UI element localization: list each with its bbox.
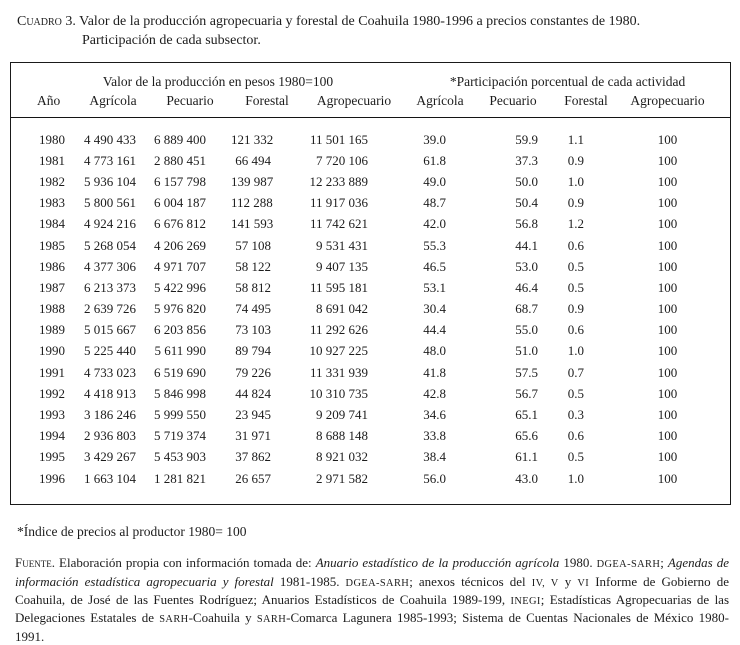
cell-agropecuario-valor: 11 742 621 — [309, 216, 368, 232]
cell-agricola-pct: 49.0 — [423, 173, 446, 189]
source-note-segment: IV, V — [531, 577, 559, 589]
cell-year: 1992 — [39, 385, 65, 401]
cell-agricola-valor: 3 429 267 — [84, 449, 136, 465]
cell-pecuario-pct: 37.3 — [515, 152, 538, 168]
cell-agropecuario-pct: 100 — [657, 301, 678, 317]
cell-agricola-valor: 5 268 054 — [84, 237, 136, 253]
cell-agricola-pct: 30.4 — [423, 301, 446, 317]
cell-agropecuario-pct: 100 — [657, 195, 678, 211]
table-row — [11, 171, 730, 192]
source-note-segment: ; — [660, 555, 668, 571]
cell-agropecuario-valor: 11 331 939 — [309, 364, 368, 380]
group-header-row — [11, 63, 730, 91]
cell-pecuario-pct: 65.6 — [515, 428, 538, 444]
cell-forestal-pct: 0.5 — [567, 385, 584, 401]
cell-pecuario-valor: 6 004 187 — [154, 195, 206, 211]
source-note-segment: -Coahuila y — [188, 610, 257, 626]
cell-pecuario-valor: 4 206 269 — [154, 237, 206, 253]
cell-agropecuario-pct: 100 — [657, 173, 678, 189]
cell-agropecuario-valor: 11 595 181 — [309, 279, 368, 295]
cell-agricola-valor: 1 663 104 — [84, 470, 136, 486]
cell-agropecuario-valor: 8 688 148 — [316, 428, 368, 444]
cell-forestal-pct: 0.5 — [567, 279, 584, 295]
group-header-participacion: *Participación porcentual de cada actividad — [449, 74, 686, 89]
table-row — [11, 214, 730, 235]
cell-agropecuario-pct: 100 — [657, 152, 678, 168]
cell-agropecuario-pct: 100 — [657, 385, 678, 401]
cell-year: 1988 — [39, 301, 65, 317]
cell-forestal-pct: 1.0 — [567, 173, 584, 189]
cell-agropecuario-valor: 2 971 582 — [316, 470, 368, 486]
cell-year: 1994 — [39, 428, 65, 444]
cell-forestal-valor: 58 122 — [235, 258, 271, 274]
cell-forestal-pct: 0.5 — [567, 258, 584, 274]
source-note-segment: SARH — [159, 614, 189, 626]
cell-pecuario-pct: 56.8 — [515, 216, 538, 232]
source-note — [10, 555, 729, 645]
column-header-pecuario-valor: Pecuario — [149, 91, 231, 118]
cell-pecuario-pct: 51.0 — [515, 343, 538, 359]
column-header-agropecuario-valor: Agropecuario — [303, 91, 405, 118]
cell-year: 1981 — [39, 152, 65, 168]
column-header-agricola-pct: Agrícola — [405, 91, 475, 118]
cell-forestal-valor: 66 494 — [235, 152, 271, 168]
cell-agropecuario-pct: 100 — [657, 470, 678, 486]
table-row — [11, 299, 730, 320]
cell-agropecuario-pct: 100 — [657, 407, 678, 423]
cell-forestal-valor: 31 971 — [235, 428, 271, 444]
table-row — [11, 320, 730, 341]
cell-forestal-valor: 37 862 — [235, 449, 271, 465]
cell-agricola-valor: 4 377 306 — [84, 258, 136, 274]
cell-forestal-valor: 74 495 — [235, 301, 271, 317]
cell-pecuario-valor: 2 880 451 — [154, 152, 206, 168]
column-header-pecuario-pct: Pecuario — [475, 91, 551, 118]
cell-pecuario-valor: 5 976 820 — [154, 301, 206, 317]
source-note-segment: ; anexos técnicos del — [409, 573, 532, 589]
cell-pecuario-pct: 65.1 — [515, 407, 538, 423]
cell-agropecuario-valor: 9 209 741 — [316, 407, 368, 423]
cell-agricola-pct: 42.8 — [423, 385, 446, 401]
cell-agricola-valor: 5 800 561 — [84, 195, 136, 211]
cell-pecuario-pct: 44.1 — [515, 237, 538, 253]
cell-forestal-pct: 0.3 — [567, 407, 584, 423]
cell-year: 1993 — [39, 407, 65, 423]
cell-agropecuario-pct: 100 — [657, 428, 678, 444]
data-table — [11, 63, 730, 504]
table-header — [11, 63, 730, 118]
cell-agricola-valor: 5 936 104 — [84, 173, 136, 189]
cell-agricola-valor: 2 639 726 — [84, 301, 136, 317]
source-note-segment: 1981-1985. — [273, 573, 346, 589]
cell-pecuario-valor: 1 281 821 — [154, 470, 206, 486]
cell-agricola-pct: 39.0 — [423, 131, 446, 147]
table-row — [11, 426, 730, 447]
cell-agricola-pct: 46.5 — [423, 258, 446, 274]
cell-agricola-pct: 53.1 — [423, 279, 446, 295]
source-note-segment: SARH — [256, 614, 287, 626]
cell-forestal-pct: 0.6 — [567, 428, 584, 444]
cell-agropecuario-valor: 12 233 889 — [309, 173, 368, 189]
cell-agricola-valor: 2 936 803 — [84, 428, 136, 444]
cell-pecuario-valor: 6 203 856 — [154, 322, 206, 338]
cell-year: 1996 — [39, 470, 65, 486]
column-header-forestal-pct: Forestal — [551, 91, 621, 118]
cell-forestal-pct: 0.7 — [567, 364, 584, 380]
cell-agropecuario-pct: 100 — [657, 216, 678, 232]
source-note-segment: Anuario estadístico de la producción agrícola — [315, 555, 560, 571]
cell-agricola-pct: 61.8 — [423, 152, 446, 168]
cell-forestal-pct: 0.6 — [567, 322, 584, 338]
cell-pecuario-valor: 5 422 996 — [154, 279, 206, 295]
cell-agricola-valor: 6 213 373 — [84, 279, 136, 295]
cell-agropecuario-valor: 11 501 165 — [309, 131, 368, 147]
cell-forestal-pct: 1.1 — [567, 131, 584, 147]
cell-forestal-valor: 89 794 — [235, 343, 271, 359]
cell-agropecuario-valor: 9 407 135 — [316, 258, 368, 274]
column-header-forestal-valor: Forestal — [231, 91, 303, 118]
cell-agricola-pct: 48.7 — [423, 195, 446, 211]
cell-agricola-pct: 55.3 — [423, 237, 446, 253]
cell-pecuario-valor: 5 611 990 — [154, 343, 206, 359]
cell-pecuario-valor: 5 453 903 — [154, 449, 206, 465]
cell-agricola-valor: 4 733 023 — [84, 364, 136, 380]
source-note-segment: . Elaboración propia con información tomada de: — [51, 555, 316, 571]
source-note-segment: -Comarca Lagunera 1985-1993; Sistema de Cuentas Nacionales de México 1980-1991. — [15, 610, 730, 644]
cell-year: 1982 — [39, 173, 65, 189]
cell-agricola-pct: 48.0 — [423, 343, 446, 359]
cell-forestal-valor: 141 593 — [231, 216, 274, 232]
cell-year: 1984 — [39, 216, 65, 232]
table-row — [11, 118, 730, 151]
cell-forestal-valor: 23 945 — [235, 407, 271, 423]
cell-forestal-valor: 57 108 — [235, 237, 271, 253]
source-note-segment: Fuente — [15, 555, 52, 571]
cell-agropecuario-pct: 100 — [657, 322, 678, 338]
cell-agropecuario-pct: 100 — [657, 364, 678, 380]
cell-agropecuario-valor: 11 292 626 — [309, 322, 368, 338]
cell-agricola-valor: 4 924 216 — [84, 216, 136, 232]
cell-agricola-valor: 4 773 161 — [84, 152, 136, 168]
cell-pecuario-pct: 59.9 — [515, 131, 538, 147]
cell-forestal-pct: 1.0 — [567, 343, 584, 359]
data-table-box — [10, 62, 731, 505]
cell-agricola-pct: 42.0 — [423, 216, 446, 232]
cell-pecuario-valor: 6 889 400 — [154, 131, 206, 147]
cell-forestal-pct: 0.9 — [567, 195, 584, 211]
cell-forestal-valor: 58 812 — [235, 279, 271, 295]
cell-agropecuario-pct: 100 — [657, 449, 678, 465]
cell-year: 1987 — [39, 279, 65, 295]
cell-agricola-pct: 41.8 — [423, 364, 446, 380]
source-note-segment: ; Estadísticas Agropecuarias de las Delegaciones Estatales de — [15, 592, 730, 626]
column-header-row — [11, 91, 730, 118]
cell-agropecuario-pct: 100 — [657, 258, 678, 274]
table-row — [11, 383, 730, 404]
table-row — [11, 235, 730, 256]
cell-agricola-pct: 34.6 — [423, 407, 446, 423]
cell-agricola-valor: 3 186 246 — [84, 407, 136, 423]
table-row — [11, 256, 730, 277]
cell-forestal-valor: 73 103 — [235, 322, 271, 338]
source-note-segment: INEGI — [510, 596, 541, 607]
cell-pecuario-pct: 53.0 — [515, 258, 538, 274]
group-header-valor: Valor de la producción en pesos 1980=100 — [102, 74, 334, 89]
cell-year: 1995 — [39, 449, 65, 465]
table-row — [11, 193, 730, 214]
cell-pecuario-valor: 5 846 998 — [154, 385, 206, 401]
cell-agropecuario-pct: 100 — [657, 279, 678, 295]
column-header-agricola-valor: Agrícola — [77, 91, 149, 118]
cell-pecuario-pct: 56.7 — [515, 385, 538, 401]
table-body — [11, 118, 730, 505]
cell-agricola-pct: 56.0 — [423, 470, 446, 486]
cell-pecuario-pct: 61.1 — [515, 449, 538, 465]
column-header-agropecuario-pct: Agropecuario — [621, 91, 730, 118]
cell-forestal-valor: 79 226 — [235, 364, 271, 380]
cell-agropecuario-pct: 100 — [657, 131, 678, 147]
table-title-line2: Participación de cada subsector. — [82, 33, 261, 48]
cell-year: 1991 — [39, 364, 65, 380]
cell-agropecuario-valor: 9 531 431 — [316, 237, 368, 253]
cell-year: 1990 — [39, 343, 65, 359]
cell-pecuario-pct: 68.7 — [515, 301, 538, 317]
table-title-text: Valor de la producción agropecuaria y forestal de Coahuila 1980-1996 a precios constantes de 1980. — [79, 14, 641, 29]
cell-pecuario-valor: 5 719 374 — [154, 428, 206, 444]
cell-agricola-valor: 5 225 440 — [84, 343, 136, 359]
table-number-label: Cuadro 3. — [17, 14, 76, 29]
table-title-line1 — [17, 12, 731, 31]
cell-agricola-valor: 4 418 913 — [84, 385, 136, 401]
table-row — [11, 150, 730, 171]
column-header-year: Año — [11, 91, 77, 118]
cell-agropecuario-valor: 11 917 036 — [309, 195, 368, 211]
table-row — [11, 447, 730, 468]
cell-pecuario-pct: 43.0 — [515, 470, 538, 486]
cell-forestal-valor: 139 987 — [231, 173, 274, 189]
table-row — [11, 404, 730, 425]
cell-pecuario-pct: 50.0 — [515, 173, 538, 189]
cell-agricola-pct: 38.4 — [423, 449, 446, 465]
source-note-segment: DGEA-SARH — [596, 559, 661, 571]
price-index-footnote: *Índice de precios al productor 1980= 100 — [17, 524, 247, 540]
table-row — [11, 362, 730, 383]
cell-agropecuario-valor: 8 921 032 — [316, 449, 368, 465]
table-row — [11, 277, 730, 298]
cell-forestal-valor: 26 657 — [235, 470, 271, 486]
cell-pecuario-pct: 57.5 — [515, 364, 538, 380]
cell-pecuario-valor: 5 999 550 — [154, 407, 206, 423]
source-note-segment: VI — [577, 577, 590, 589]
cell-pecuario-valor: 6 519 690 — [154, 364, 206, 380]
table-row — [11, 341, 730, 362]
cell-pecuario-valor: 6 157 798 — [154, 173, 206, 189]
cell-agropecuario-valor: 7 720 106 — [316, 152, 368, 168]
cell-pecuario-pct: 46.4 — [515, 279, 538, 295]
cell-agropecuario-valor: 10 310 735 — [309, 385, 368, 401]
cell-forestal-pct: 0.5 — [567, 449, 584, 465]
cell-year: 1989 — [39, 322, 65, 338]
cell-agricola-pct: 33.8 — [423, 428, 446, 444]
source-note-segment: Informe de Gobierno de Coahuila, de José de las Fuentes Rodríguez; Anuarios Estadísticos de Coahuila 1989-199, — [15, 573, 729, 607]
cell-year: 1986 — [39, 258, 65, 274]
source-note-segment: DGEA-SARH — [345, 577, 410, 589]
cell-agropecuario-pct: 100 — [657, 343, 678, 359]
cell-forestal-pct: 1.2 — [567, 216, 584, 232]
cell-agricola-valor: 5 015 667 — [84, 322, 136, 338]
cell-pecuario-pct: 50.4 — [515, 195, 538, 211]
cell-agropecuario-valor: 8 691 042 — [316, 301, 368, 317]
source-note-segment: y — [558, 573, 578, 589]
cell-forestal-pct: 0.6 — [567, 237, 584, 253]
cell-pecuario-pct: 55.0 — [515, 322, 538, 338]
source-note-segment: Agendas de información estadística agropecuaria y forestal — [15, 555, 729, 589]
cell-agropecuario-pct: 100 — [657, 237, 678, 253]
cell-forestal-valor: 112 288 — [231, 195, 273, 211]
cell-forestal-valor: 121 332 — [231, 131, 274, 147]
cell-forestal-pct: 0.9 — [567, 301, 584, 317]
source-note-segment: 1980. — [559, 555, 597, 571]
table-row — [11, 468, 730, 504]
cell-agricola-valor: 4 490 433 — [84, 131, 136, 147]
cell-forestal-valor: 44 824 — [235, 385, 271, 401]
cell-pecuario-valor: 4 971 707 — [154, 258, 206, 274]
cell-agricola-pct: 44.4 — [423, 322, 446, 338]
cell-forestal-pct: 0.9 — [567, 152, 584, 168]
cell-pecuario-valor: 6 676 812 — [154, 216, 206, 232]
cell-agropecuario-valor: 10 927 225 — [309, 343, 368, 359]
table-title — [10, 12, 731, 50]
cell-year: 1983 — [39, 195, 65, 211]
cell-year: 1985 — [39, 237, 65, 253]
cell-forestal-pct: 1.0 — [567, 470, 584, 486]
cell-year: 1980 — [39, 131, 65, 147]
